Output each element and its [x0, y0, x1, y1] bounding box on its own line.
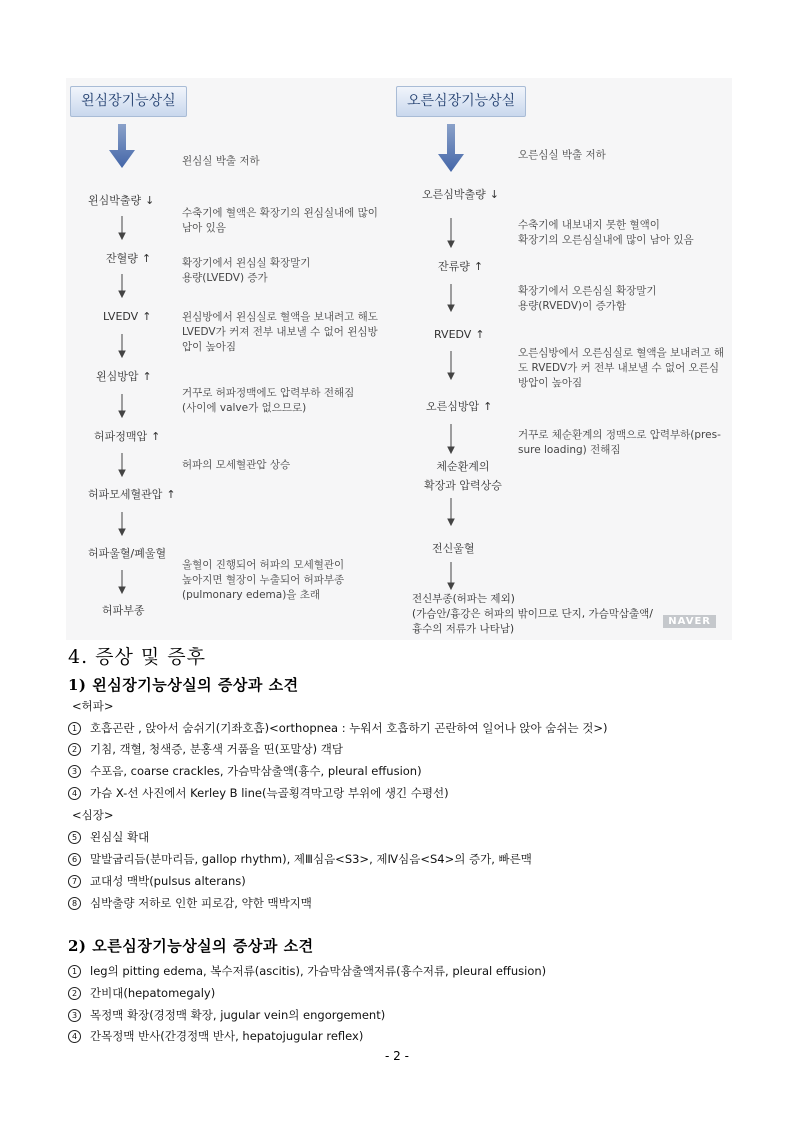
left-big-arrow-icon	[109, 124, 135, 168]
right-desc-2: 수축기에 내보내지 못한 혈액이 확장기의 오른심실내에 많이 남아 있음	[518, 219, 694, 246]
left-item-6: 6 말발굽리듬(분마리듬, gallop rhythm), 제Ⅲ심음<S3>, 제Ⅳ심음<S4>의 증가, 빠른맥	[68, 851, 532, 867]
heart-failure-diagram	[66, 78, 732, 640]
heart-label: <심장>	[72, 808, 114, 822]
left-item-3: 3 수포음, coarse crackles, 가슴막삼출액(흉수, pleural effusion)	[68, 763, 422, 779]
section-heading: 4. 증상 및 증후	[68, 646, 207, 668]
node-pulmonary-capillary-pressure: 허파모세혈관압 ↑	[88, 488, 176, 501]
node-ra-pressure: 오른심방압 ↑	[426, 400, 493, 413]
left-desc-4: 왼심방에서 왼심실로 혈액을 보내려고 해도 LVEDV가 커져 전부 내보낼 수 없어 왼심방 압이 높아짐	[182, 311, 378, 353]
right-desc-5: 거꾸로 체순환계의 정맥으로 압력부하(pres- sure loading) 전해짐	[518, 429, 721, 456]
left-item-7: 7 교대성 맥박(pulsus alterans)	[68, 873, 246, 889]
right-item-3: 3 목정맥 확장(경정맥 확장, jugular vein의 engorgement)	[68, 1007, 385, 1023]
node-pulmonary-congestion: 허파울혈/폐울혈	[88, 547, 167, 560]
left-flow-arrows	[119, 216, 125, 593]
left-desc-2: 수축기에 혈액은 확장기의 왼심실내에 많이 남아 있음	[182, 207, 378, 234]
watermark-logo: NAVER	[663, 615, 716, 628]
right-failure-heading: 2) 오른심장기능상실의 증상과 소견	[68, 937, 314, 955]
node-pulmonary-edema: 허파부종	[102, 604, 145, 617]
left-item-1: 1 호흡곤란 , 앉아서 숨쉬기(기좌호흡)<orthopnea : 누워서 호흡하기 곤란하여 일어나 앉아 숨쉬는 것>)	[68, 720, 607, 736]
right-desc-3: 확장기에서 오른심실 확장말기 용량(RVEDV)이 증가함	[518, 285, 657, 312]
left-desc-5: 거꾸로 허파정맥에도 압력부하 전해짐 (사이에 valve가 없으므로)	[182, 387, 355, 414]
node-lvedv: LVEDV ↑	[103, 310, 152, 323]
right-item-1: 1 leg의 pitting edema, 복수저류(ascitis), 가슴막삼출액저류(흉수저류, pleural effusion)	[68, 963, 546, 979]
left-item-8: 8 심박출량 저하로 인한 피로감, 약한 맥박지맥	[68, 895, 312, 911]
right-desc-1: 오른심실 박출 저하	[518, 149, 606, 161]
node-lv-output: 왼심박출량 ↓	[88, 194, 155, 207]
left-diagram-title: 왼심장기능상실	[70, 86, 187, 117]
node-systemic-congestion: 전신울혈	[432, 542, 475, 555]
right-diagram-title: 오른심장기능상실	[396, 86, 526, 117]
node-residual-right: 잔류량 ↑	[438, 260, 484, 273]
left-failure-heading: 1) 왼심장기능상실의 증상과 소견	[68, 676, 299, 694]
node-rvedv: RVEDV ↑	[434, 328, 485, 341]
left-desc-3: 확장기에서 왼심실 확장말기 용량(LVEDV) 증가	[182, 257, 311, 284]
left-desc-7: 울혈이 진행되어 허파의 모세혈관이 높아지면 혈장이 누출되어 허파부종 (pulmonary edema)을 초래	[182, 559, 345, 601]
right-item-4: 4 간목정맥 반사(간경정맥 반사, hepatojugular reflex)	[68, 1028, 363, 1044]
left-desc-1: 왼심실 박출 저하	[182, 155, 260, 167]
left-item-5: 5 왼심실 확대	[68, 829, 149, 845]
left-desc-6: 허파의 모세혈관압 상승	[182, 459, 291, 471]
node-rv-output: 오른심박출량 ↓	[422, 188, 499, 201]
right-item-2: 2 간비대(hepatomegaly)	[68, 985, 215, 1001]
right-big-arrow-icon	[438, 124, 464, 172]
lung-label: <허파>	[72, 699, 114, 713]
left-item-4: 4 가슴 X-선 사진에서 Kerley B line(늑골횡격막고랑 부위에 생긴 수평선)	[68, 785, 449, 801]
page-number: - 2 -	[385, 1049, 409, 1063]
node-la-pressure: 왼심방압 ↑	[96, 370, 152, 383]
left-item-2: 2 기침, 객혈, 청색증, 분홍색 거품을 띤(포말상) 객담	[68, 741, 343, 757]
node-systemic-edema: 전신부종(허파는 제외) (가슴안/흉강은 허파의 밖이므로 단지, 가슴막삼출액/ 흉수의 저류가 나타남)	[412, 593, 653, 635]
node-pulmonary-vein-pressure: 허파정맥압 ↑	[94, 430, 161, 443]
right-desc-4: 오른심방에서 오른심실로 혈액을 보내려고 해 도 RVEDV가 커 전부 내보낼 수 없어 오른심 방압이 높아짐	[518, 347, 725, 389]
node-systemic-expansion: 체순환계의 확장과 압력상승	[424, 460, 502, 492]
node-residual-volume: 잔혈량 ↑	[106, 252, 152, 265]
